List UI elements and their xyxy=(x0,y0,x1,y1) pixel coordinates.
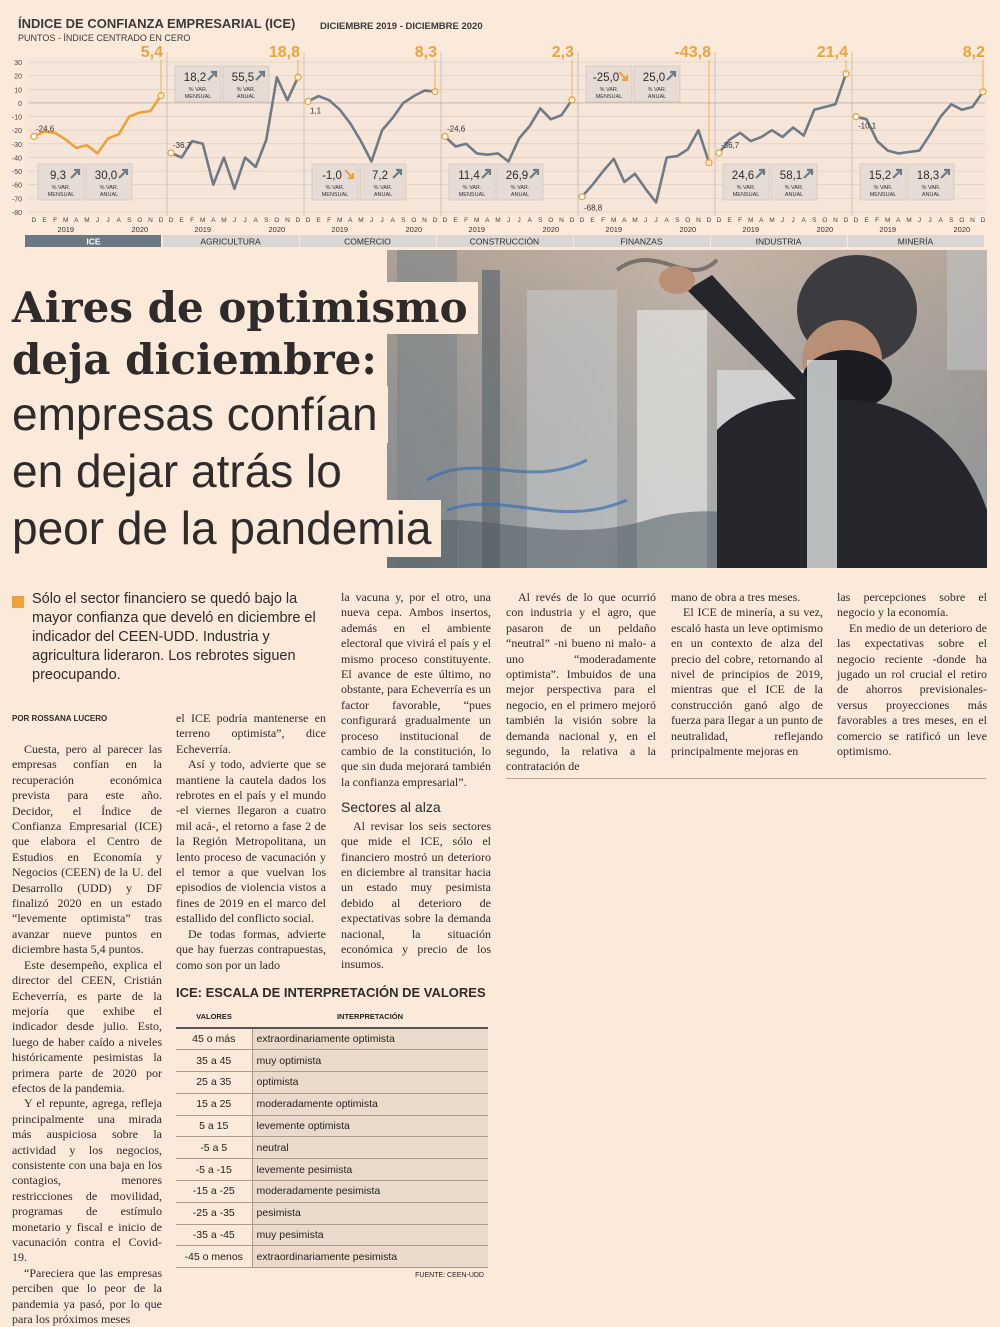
x-tick-label: A xyxy=(759,217,764,224)
subhead-sectores: Sectores al alza xyxy=(341,800,491,815)
x-tick-label: N xyxy=(285,217,290,224)
table-row xyxy=(176,1115,488,1137)
table-cell-value: 15 a 25 xyxy=(176,1093,252,1115)
x-tick-label: M xyxy=(632,217,637,224)
table-header-values: VALORES xyxy=(176,1008,252,1028)
year-label: 2019 xyxy=(57,225,74,234)
table-cell-interpretation: extraordinariamente pesimista xyxy=(252,1246,488,1268)
variation-value: 26,9 xyxy=(506,170,528,182)
final-value-label: -43,8 xyxy=(675,44,712,61)
x-tick-label: A xyxy=(801,217,806,224)
variation-caption: % VAR. xyxy=(52,185,71,191)
variation-caption: % VAR. xyxy=(511,185,530,191)
x-tick-label: J xyxy=(96,217,99,224)
y-tick-label: -40 xyxy=(12,155,22,162)
table-cell-interpretation: moderadamente pesimista xyxy=(252,1181,488,1203)
variation-caption: % VAR. xyxy=(100,185,119,191)
x-tick-label: A xyxy=(527,217,532,224)
x-tick-label: N xyxy=(833,217,838,224)
y-tick-label: 10 xyxy=(14,87,22,94)
x-tick-label: D xyxy=(717,217,722,224)
x-tick-label: D xyxy=(707,217,712,224)
variation-caption: MENSUAL xyxy=(185,94,212,100)
paragraph: “Pareciera que las empresas perciben que lo peor de la pandemia ya pasó, por lo que para los próximos meses xyxy=(12,1266,162,1327)
x-tick-label: D xyxy=(433,217,438,224)
table-cell-value: -15 a -25 xyxy=(176,1181,252,1203)
paragraph: Cuesta, pero al parecer las empresas confían en la recuperación económica prevista para este año. Decidor, el Índice de Confianza Empresarial (ICE) que elabora el Centro de Estudios en Economía y Negocios (CEEN) de la U. del Desarrollo (UDD) y DF finalizó 2020 en un estado “levemente optimista” tras avanzar nueve puntos en diciembre hasta 5,4 puntos. xyxy=(12,742,162,958)
x-tick-label: O xyxy=(137,217,142,224)
year-label: 2020 xyxy=(953,225,970,234)
variation-value: 15,2 xyxy=(869,170,891,182)
x-tick-label: S xyxy=(264,217,269,224)
x-tick-label: M xyxy=(885,217,890,224)
year-label: 2019 xyxy=(468,225,485,234)
body-column-2 xyxy=(176,711,326,973)
x-tick-label: J xyxy=(928,217,931,224)
body-column-1 xyxy=(12,742,162,1327)
year-label: 2020 xyxy=(679,225,696,234)
x-tick-label: M xyxy=(200,217,205,224)
x-tick-label: F xyxy=(53,217,57,224)
x-tick-label: O xyxy=(411,217,416,224)
x-tick-label: J xyxy=(370,217,373,224)
x-tick-label: O xyxy=(548,217,553,224)
table-cell-value: -5 a 5 xyxy=(176,1137,252,1159)
x-tick-label: D xyxy=(443,217,448,224)
x-tick-label: J xyxy=(791,217,794,224)
data-point xyxy=(442,133,448,139)
table-cell-value: 45 o más xyxy=(176,1028,252,1050)
interpretation-table xyxy=(176,1008,488,1268)
table-row xyxy=(176,1159,488,1181)
variation-caption: ANUAL xyxy=(100,192,118,198)
x-tick-label: M xyxy=(221,217,226,224)
x-tick-label: M xyxy=(474,217,479,224)
table-cell-value: 5 a 15 xyxy=(176,1115,252,1137)
table-cell-value: -25 a -35 xyxy=(176,1202,252,1224)
x-tick-label: S xyxy=(401,217,406,224)
table-cell-value: 35 a 45 xyxy=(176,1050,252,1072)
table-source: FUENTE: CEEN-UDD xyxy=(176,1272,488,1279)
x-tick-label: J xyxy=(243,217,246,224)
x-tick-label: N xyxy=(148,217,153,224)
x-tick-label: D xyxy=(844,217,849,224)
table-row xyxy=(176,1246,488,1268)
start-value-label: -36,7 xyxy=(173,141,192,150)
variation-caption: MENSUAL xyxy=(322,192,349,198)
paragraph: la vacuna y, por el otro, una nueva cepa. Ambos insertos, además en el ambiente electoral que vivirá el país y el mismo proceso constituyente. El avance de este último, no obstante, para Echeverría es un factor favorable, “pues configurará gradualmente un proceso institucional de cambio de la constitución, lo que sin duda mejorará también la confianza empresarial”. xyxy=(341,590,491,790)
column-rule xyxy=(506,778,986,779)
x-tick-label: D xyxy=(169,217,174,224)
table-header-interpretation: INTERPRETACIÓN xyxy=(252,1008,488,1028)
x-tick-label: J xyxy=(517,217,520,224)
variation-value: 25,0 xyxy=(643,72,665,84)
data-point xyxy=(853,114,859,120)
final-value-label: 21,4 xyxy=(817,44,848,61)
variation-value: 18,3 xyxy=(917,170,939,182)
x-tick-label: M xyxy=(748,217,753,224)
variation-caption: ANUAL xyxy=(922,192,940,198)
x-tick-label: J xyxy=(654,217,657,224)
final-value-label: 8,3 xyxy=(415,44,437,61)
data-point xyxy=(716,150,722,156)
table-cell-interpretation: muy optimista xyxy=(252,1050,488,1072)
x-tick-label: F xyxy=(464,217,468,224)
lead-bullet xyxy=(12,596,24,608)
sector-label: INDUSTRIA xyxy=(756,237,802,247)
x-tick-label: J xyxy=(918,217,921,224)
variation-caption: MENSUAL xyxy=(596,94,623,100)
table-row xyxy=(176,1093,488,1115)
variation-caption: MENSUAL xyxy=(48,192,75,198)
variation-caption: % VAR. xyxy=(785,185,804,191)
x-tick-label: F xyxy=(190,217,194,224)
sector-label: AGRICULTURA xyxy=(200,237,261,247)
variation-caption: ANUAL xyxy=(511,192,529,198)
sector-label: CONSTRUCCIÓN xyxy=(470,237,539,247)
year-label: 2019 xyxy=(194,225,211,234)
table-cell-interpretation: neutral xyxy=(252,1137,488,1159)
variation-caption: % VAR. xyxy=(189,87,208,93)
body-column-4 xyxy=(506,590,656,775)
table-title: ICE: ESCALA DE INTERPRETACIÓN DE VALORES xyxy=(176,985,488,1000)
x-tick-label: N xyxy=(422,217,427,224)
paragraph: Al revisar los seis sectores que mide el ICE, sólo el financiero mostró un deterioro en diciembre al transitar hacia un estado muy pesimista debido al deterioro de expectativas sobre la demanda nacional, la situación económica y precio de los insumos. xyxy=(341,819,491,973)
variation-caption: ANUAL xyxy=(237,94,255,100)
y-tick-label: -70 xyxy=(12,196,22,203)
x-tick-label: S xyxy=(675,217,680,224)
body-column-3 xyxy=(341,590,491,973)
x-tick-label: F xyxy=(327,217,331,224)
x-tick-label: S xyxy=(949,217,954,224)
sector-label: COMERCIO xyxy=(344,237,391,247)
y-tick-label: -80 xyxy=(12,210,22,217)
variation-caption: % VAR. xyxy=(463,185,482,191)
paragraph: Al revés de lo que ocurrió con industria y el agro, que pasaron de un peldaño “neutral” -ni bueno ni malo- a uno “moderadamente optimista”. Imbuidos de una mejor perspectiva para el negocio, en el primero mejoró también la visión sobre la demanda nacional y, en el segundo, la relativa a la contratación de xyxy=(506,590,656,775)
paragraph: mano de obra a tres meses. xyxy=(671,590,823,605)
x-tick-label: M xyxy=(495,217,500,224)
table-row xyxy=(176,1072,488,1094)
variation-caption: % VAR. xyxy=(922,185,941,191)
table-cell-value: -5 a -15 xyxy=(176,1159,252,1181)
paragraph: el ICE podría mantenerse en terreno optimista”, dice Echeverría. xyxy=(176,711,326,757)
table-row xyxy=(176,1050,488,1072)
x-tick-label: N xyxy=(696,217,701,224)
x-tick-label: A xyxy=(896,217,901,224)
x-tick-label: J xyxy=(507,217,510,224)
start-value-label: -68,8 xyxy=(584,204,603,213)
year-label: 2020 xyxy=(816,225,833,234)
start-value-label: -10,1 xyxy=(858,122,877,131)
table-cell-value: 25 a 35 xyxy=(176,1072,252,1094)
x-tick-label: D xyxy=(296,217,301,224)
x-tick-label: F xyxy=(738,217,742,224)
sector-charts-band xyxy=(0,0,1000,250)
paragraph: De todas formas, advierte que hay fuerzas contrapuestas, como son por un lado xyxy=(176,927,326,973)
final-value-label: 5,4 xyxy=(141,44,163,61)
x-tick-label: A xyxy=(253,217,258,224)
body-column-6 xyxy=(837,590,987,759)
x-tick-label: A xyxy=(622,217,627,224)
chart-period: DICIEMBRE 2019 - DICIEMBRE 2020 xyxy=(320,21,483,32)
start-value-label: 1,1 xyxy=(310,106,322,115)
variation-caption: ANUAL xyxy=(374,192,392,198)
year-label: 2020 xyxy=(131,225,148,234)
y-tick-label: 30 xyxy=(14,60,22,67)
variation-value: 55,5 xyxy=(232,72,254,84)
x-tick-label: E xyxy=(316,217,321,224)
x-tick-label: D xyxy=(306,217,311,224)
x-tick-label: E xyxy=(864,217,869,224)
table-cell-interpretation: optimista xyxy=(252,1072,488,1094)
variation-caption: MENSUAL xyxy=(733,192,760,198)
x-tick-label: O xyxy=(959,217,964,224)
table-cell-interpretation: extraordinariamente optimista xyxy=(252,1028,488,1050)
year-label: 2019 xyxy=(605,225,622,234)
table-cell-interpretation: moderadamente optimista xyxy=(252,1093,488,1115)
variation-caption: ANUAL xyxy=(785,192,803,198)
x-tick-label: M xyxy=(611,217,616,224)
year-label: 2019 xyxy=(879,225,896,234)
variation-caption: ANUAL xyxy=(648,94,666,100)
variation-value: 11,4 xyxy=(458,170,480,182)
variation-value: 7,2 xyxy=(372,170,388,182)
x-tick-label: D xyxy=(580,217,585,224)
variation-caption: % VAR. xyxy=(737,185,756,191)
paragraph: En medio de un deterioro de las expectativas sobre el negocio reciente -donde ha jugado un rol crucial el retiro de ahorros previsionales- versus proyecciones más favorables a tres meses, en el comercio se ratificó un leve optimismo. xyxy=(837,621,987,760)
y-tick-label: 20 xyxy=(14,74,22,81)
y-tick-label: -20 xyxy=(12,128,22,135)
byline: POR ROSSANA LUCERO xyxy=(12,714,107,723)
x-tick-label: J xyxy=(644,217,647,224)
table-cell-interpretation: pesimista xyxy=(252,1202,488,1224)
data-point xyxy=(168,150,174,156)
x-tick-label: A xyxy=(938,217,943,224)
y-tick-label: -50 xyxy=(12,169,22,176)
variation-caption: % VAR. xyxy=(874,185,893,191)
final-value-label: 2,3 xyxy=(552,44,574,61)
headline-line-1: Aires de optimismo xyxy=(0,282,478,334)
x-tick-label: D xyxy=(981,217,986,224)
table-cell-interpretation: levemente pesimista xyxy=(252,1159,488,1181)
year-label: 2019 xyxy=(742,225,759,234)
table-cell-value: -35 a -45 xyxy=(176,1224,252,1246)
x-tick-label: M xyxy=(84,217,89,224)
variation-value: 30,0 xyxy=(95,170,117,182)
table-row xyxy=(176,1137,488,1159)
variation-value: 58,1 xyxy=(780,170,802,182)
data-point xyxy=(579,194,585,200)
x-tick-label: E xyxy=(727,217,732,224)
sector-label: ICE xyxy=(86,237,101,247)
paragraph: Y el repunte, agrega, refleja principalmente una mirada más auspiciosa sobre la actividad y los negocios, consistente con una baja en los contagios, menores restricciones de movilidad, programas de estímulo monetario y fiscal e inicio de vacunación contra el Covid-19. xyxy=(12,1096,162,1265)
headline-line-4: en dejar atrás lo xyxy=(0,443,352,500)
x-tick-label: S xyxy=(812,217,817,224)
table-cell-interpretation: levemente optimista xyxy=(252,1115,488,1137)
x-tick-label: M xyxy=(906,217,911,224)
x-tick-label: M xyxy=(337,217,342,224)
x-tick-label: S xyxy=(127,217,132,224)
sector-label: MINERÍA xyxy=(898,237,934,247)
variation-caption: % VAR. xyxy=(326,185,345,191)
variation-caption: % VAR. xyxy=(648,87,667,93)
x-tick-label: F xyxy=(601,217,605,224)
interpretation-table-box xyxy=(176,985,488,1279)
x-tick-label: A xyxy=(348,217,353,224)
x-tick-label: J xyxy=(781,217,784,224)
start-value-label: -24,6 xyxy=(36,124,55,133)
x-tick-label: E xyxy=(179,217,184,224)
x-tick-label: F xyxy=(875,217,879,224)
x-tick-label: O xyxy=(685,217,690,224)
final-value-label: 8,2 xyxy=(963,44,985,61)
variation-caption: % VAR. xyxy=(374,185,393,191)
start-value-label: -36,7 xyxy=(721,141,740,150)
start-value-label: -24,6 xyxy=(447,124,466,133)
final-value-label: 18,8 xyxy=(269,44,300,61)
table-cell-interpretation: muy pesimista xyxy=(252,1224,488,1246)
x-tick-label: D xyxy=(32,217,37,224)
body-column-5 xyxy=(671,590,823,759)
x-tick-label: E xyxy=(590,217,595,224)
year-label: 2019 xyxy=(331,225,348,234)
x-tick-label: N xyxy=(559,217,564,224)
variation-value: 24,6 xyxy=(732,170,754,182)
table-row xyxy=(176,1181,488,1203)
headline-line-2: deja diciembre: xyxy=(0,334,387,386)
variation-caption: MENSUAL xyxy=(870,192,897,198)
x-tick-label: S xyxy=(538,217,543,224)
sector-label: FINANZAS xyxy=(620,237,662,247)
table-row xyxy=(176,1028,488,1050)
data-point xyxy=(305,98,311,104)
variation-caption: % VAR. xyxy=(600,87,619,93)
x-tick-label: A xyxy=(390,217,395,224)
x-tick-label: N xyxy=(970,217,975,224)
x-tick-label: J xyxy=(233,217,236,224)
x-tick-label: O xyxy=(274,217,279,224)
variation-value: -1,0 xyxy=(322,170,342,182)
lead-paragraph: Sólo el sector financiero se quedó bajo la mayor confianza que develó en diciembre el indicador del CEEN-UDD. Industria y agricultura lideraron. Los rebrotes siguen preocupando. xyxy=(32,590,332,685)
x-tick-label: M xyxy=(358,217,363,224)
paragraph: El ICE de minería, a su vez, escaló hasta un leve optimismo en un contexto de alza del precio del cobre, retornando al nivel de principios de 2019, mientras que el ICE de la construcción ganó algo de fuerza para llegar a un punto de neutralidad, reflejando principalmente mejoras en xyxy=(671,605,823,759)
chart-title: ÍNDICE DE CONFIANZA EMPRESARIAL (ICE) xyxy=(18,16,295,31)
x-tick-label: D xyxy=(854,217,859,224)
y-tick-label: -30 xyxy=(12,142,22,149)
x-tick-label: D xyxy=(570,217,575,224)
variation-value: 9,3 xyxy=(50,170,66,182)
paragraph: las percepciones sobre el negocio y la economía. xyxy=(837,590,987,621)
paragraph: Así y todo, advierte que se mantiene la cautela dados los rebrotes en el país y el mundo -el viernes llegaron a cuatro mil acá-, el retorno a fase 2 de la Región Metropolitana, un lento proceso de vacunación y el temor a que vuelvan los episodios de violencia vistos a fines de 2019 en el marco del estallido del conflicto social. xyxy=(176,757,326,926)
y-tick-label: 0 xyxy=(18,101,22,108)
x-tick-label: E xyxy=(453,217,458,224)
x-tick-label: D xyxy=(159,217,164,224)
variation-value: 18,2 xyxy=(184,72,206,84)
data-point xyxy=(31,133,37,139)
x-tick-label: E xyxy=(42,217,47,224)
x-tick-label: M xyxy=(63,217,68,224)
variation-caption: MENSUAL xyxy=(459,192,486,198)
variation-value: -25,0 xyxy=(593,72,619,84)
headline xyxy=(0,282,480,557)
x-tick-label: J xyxy=(106,217,109,224)
year-label: 2020 xyxy=(542,225,559,234)
x-tick-label: O xyxy=(822,217,827,224)
table-row xyxy=(176,1202,488,1224)
year-label: 2020 xyxy=(405,225,422,234)
year-label: 2020 xyxy=(268,225,285,234)
table-cell-value: -45 o menos xyxy=(176,1246,252,1268)
table-row xyxy=(176,1224,488,1246)
headline-line-5: peor de la pandemia xyxy=(0,500,441,557)
x-tick-label: M xyxy=(769,217,774,224)
x-tick-label: A xyxy=(664,217,669,224)
paragraph: Este desempeño, explica el director del CEEN, Cristián Echeverría, es parte de la mejoría que exhibe el indicador desde julio. Esto, luego de haber caído a niveles históricamente pesimistas la primera parte de 2020 por efectos de la pandemia. xyxy=(12,958,162,1097)
chart-subtitle: PUNTOS - ÍNDICE CENTRADO EN CERO xyxy=(18,33,190,43)
x-tick-label: A xyxy=(116,217,121,224)
x-tick-label: J xyxy=(380,217,383,224)
x-tick-label: A xyxy=(211,217,216,224)
variation-caption: % VAR. xyxy=(237,87,256,93)
x-tick-label: A xyxy=(485,217,490,224)
y-tick-label: -10 xyxy=(12,115,22,122)
x-tick-label: A xyxy=(74,217,79,224)
headline-line-3: empresas confían xyxy=(0,386,388,443)
y-tick-label: -60 xyxy=(12,183,22,190)
